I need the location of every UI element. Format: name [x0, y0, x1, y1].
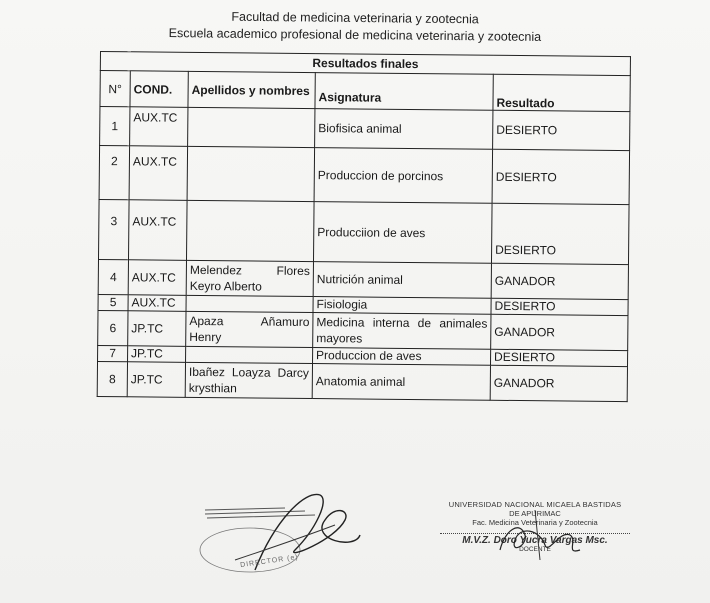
- row-name: Ibañez Loayza Darcy krysthian: [185, 362, 312, 398]
- column-header-cond: COND.: [130, 71, 188, 108]
- row-number: 6: [98, 310, 128, 345]
- row-subject: Produccion de porcinos: [314, 148, 493, 204]
- row-result: GANADOR: [490, 365, 627, 401]
- row-name: [188, 107, 315, 147]
- column-header-result: Resultado: [493, 74, 630, 111]
- results-table: [97, 51, 631, 402]
- table-row: [98, 259, 628, 299]
- row-subject: Producciion de aves: [313, 202, 492, 264]
- row-cond: JP.TC: [128, 346, 186, 363]
- row-number: 3: [98, 199, 129, 259]
- row-result: DESIERTO: [491, 203, 629, 264]
- row-name: [186, 200, 314, 261]
- row-cond: AUX.TC: [129, 146, 188, 201]
- row-subject: Medicina interna de animales mayores: [313, 313, 491, 350]
- row-subject: Produccion de aves: [313, 348, 491, 366]
- row-name: Apaza Añamuro Henry: [186, 311, 313, 347]
- row-name: [186, 346, 313, 363]
- row-result: GANADOR: [491, 263, 628, 299]
- row-cond: AUX.TC: [128, 200, 187, 261]
- column-header-subject: Asignatura: [315, 73, 493, 111]
- row-cond: JP.TC: [128, 311, 186, 347]
- row-result: DESIERTO: [493, 110, 630, 150]
- row-cond: JP.TC: [127, 362, 185, 398]
- row-cond: AUX.TC: [128, 260, 186, 296]
- row-result: DESIERTO: [491, 298, 628, 315]
- table-header-row: [100, 71, 630, 112]
- document-header: [0, 6, 710, 47]
- column-header-name: Apellidos y nombres: [188, 71, 315, 108]
- column-header-number: N°: [100, 71, 130, 107]
- director-role: DIRECTOR (e): [239, 553, 300, 570]
- row-name: Melendez Flores Keyro Alberto: [186, 260, 313, 296]
- signature-block-director: [195, 480, 365, 580]
- row-number: 8: [97, 361, 127, 396]
- row-result: GANADOR: [491, 314, 628, 350]
- table-row: [99, 146, 630, 205]
- table-row: [98, 199, 629, 264]
- row-subject: Biofisica animal: [315, 109, 493, 150]
- table-row: [98, 310, 628, 350]
- row-number: 7: [98, 345, 128, 361]
- row-cond: AUX.TC: [128, 295, 186, 312]
- signature-block-docente: [440, 500, 630, 580]
- results-table-container: [97, 51, 630, 402]
- table-row: [100, 107, 630, 151]
- school-title: Escuela academico profesional de medicina veterinaria y zootecnia: [168, 26, 542, 44]
- row-name: [186, 295, 313, 312]
- row-result: DESIERTO: [492, 149, 630, 204]
- university-name: UNIVERSIDAD NACIONAL MICAELA BASTIDAS: [448, 500, 622, 509]
- row-result: DESIERTO: [491, 349, 628, 366]
- row-number: 1: [100, 107, 130, 146]
- docente-name: M.V.Z. Doro Yucra Vargas Msc.: [440, 533, 630, 546]
- docente-signature-image: [440, 500, 630, 580]
- row-cond: AUX.TC: [130, 107, 188, 147]
- row-subject: Anatomia animal: [312, 364, 490, 401]
- row-number: 4: [98, 259, 128, 294]
- row-subject: Nutrición animal: [313, 262, 491, 299]
- row-subject: Fisiologia: [313, 297, 491, 315]
- row-number: 2: [99, 146, 130, 200]
- docente-role: DOCENTE: [519, 546, 551, 553]
- row-number: 5: [98, 294, 128, 310]
- director-signature-stamp-image: [195, 480, 365, 580]
- faculty-title: Facultad de medicina veterinaria y zootecnia: [231, 9, 479, 27]
- table-caption: Resultados finales: [100, 52, 630, 76]
- university-region: DE APURIMAC: [509, 509, 561, 518]
- table-row: [97, 361, 627, 401]
- faculty-name: Fac. Medicina Veterinaria y Zootecnia: [472, 518, 598, 527]
- row-name: [187, 146, 315, 201]
